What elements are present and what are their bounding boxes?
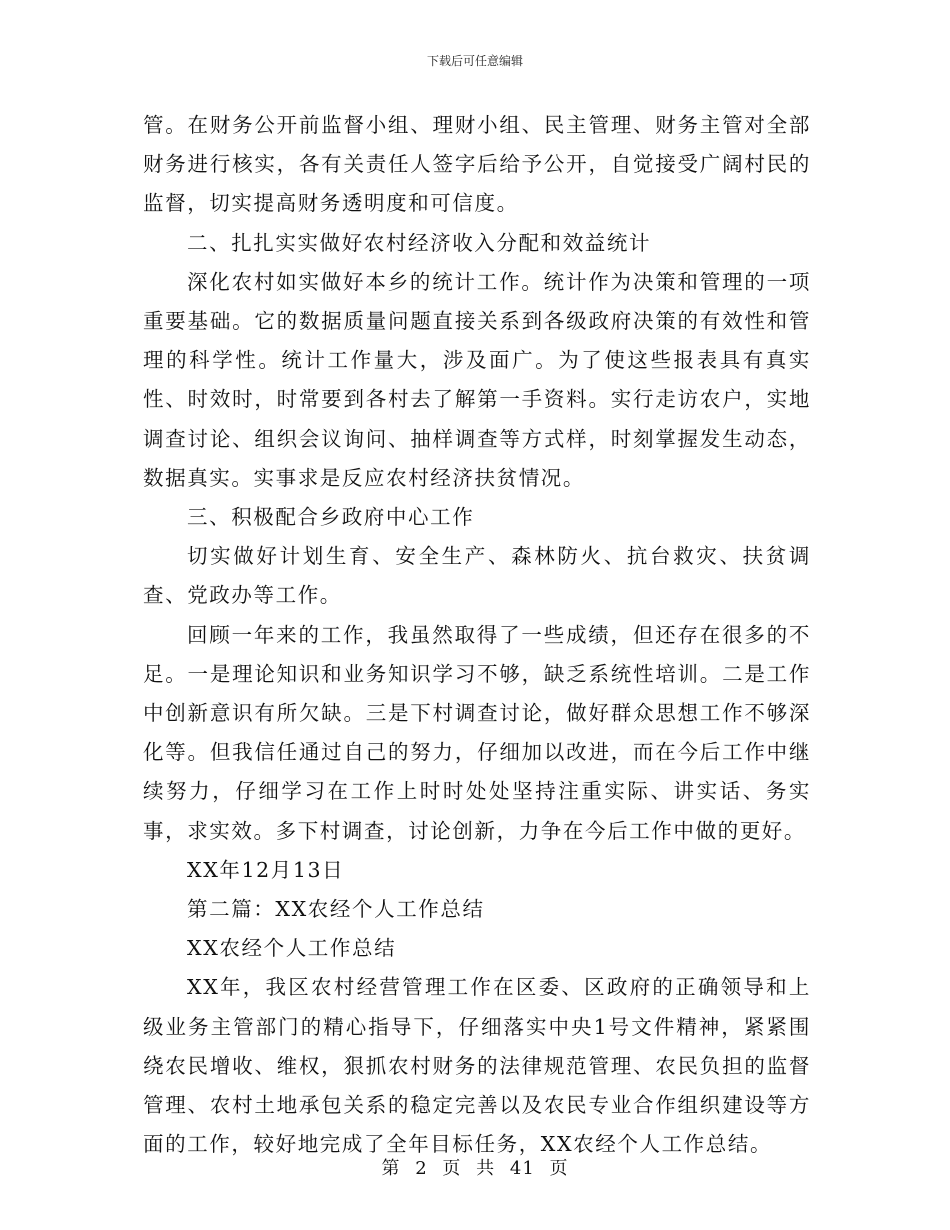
date-line: XX年12月13日 bbox=[187, 857, 345, 882]
paragraph: 切实做好计划生育、安全生产、森林防火、抗台救灾、扶贫调查、党政办等工作。 bbox=[143, 544, 811, 608]
document-body bbox=[143, 106, 811, 1164]
paragraph: 管。在财务公开前监督小组、理财小组、民主管理、财务主管对全部财务进行核实，各有关责任人签字后给予公开，自觉接受广阔村民的监督，切实提高财务透明度和可信度。 bbox=[143, 113, 811, 216]
page-header: 下载后可任意编辑 bbox=[426, 54, 523, 68]
paragraph: 深化农村如实做好本乡的统计工作。统计作为决策和管理的一项重要基础。它的数据质量问题直接关系到各级政府决策的有效性和管理的科学性。统计工作量大，涉及面广。为了使这些报表具有真实性、时效时，时常要到各村去了解第一手资料。实行走访农户，实地调查讨论、组织会议询问、抽样调查等方式样，时刻掌握发生动态，数据真实。实事求是反应农村经济扶贫情况。 bbox=[143, 269, 811, 490]
chapter-title: 第二篇：XX农经个人工作总结 bbox=[187, 897, 485, 922]
footer-label-pages: 页 bbox=[549, 1158, 569, 1179]
footer-label-total: 共 bbox=[476, 1158, 496, 1179]
document-title: XX农经个人工作总结 bbox=[187, 936, 397, 961]
paragraph: 回顾一年来的工作，我虽然取得了一些成绩，但还存在很多的不足。一是理论知识和业务知识学习不够，缺乏系统性培训。二是工作中创新意识有所欠缺。三是下村调查讨论，做好群众思想工作不够深化等。但我信任通过自己的努力，仔细加以改进，而在今后工作中继续努力，仔细学习在工作上时时处处坚持注重实际、讲实话、务实事，求实效。多下村调查，讨论创新，力争在今后工作中做的更好。 bbox=[143, 622, 811, 843]
footer-label-of: 页 bbox=[442, 1158, 462, 1179]
footer-total-pages: 41 bbox=[509, 1158, 535, 1179]
footer-label-page: 第 bbox=[381, 1158, 401, 1179]
section-heading: 三、积极配合乡政府中心工作 bbox=[187, 505, 475, 530]
section-heading: 二、扎扎实实做好农村经济收入分配和效益统计 bbox=[187, 230, 652, 255]
paragraph: XX年，我区农村经营管理工作在区委、区政府的正确领导和上级业务主管部门的精心指导下，仔细落实中央1号文件精神，紧紧围绕农民增收、维权，狠抓农村财务的法律规范管理、农民负担的监督管理、农村土地承包关系的稳定完善以及农民专业合作组织建设等方面的工作，较好地完成了全年目标任务，XX农经个人工作总结。 bbox=[143, 975, 811, 1157]
footer-current-page: 2 bbox=[415, 1158, 428, 1179]
page-footer bbox=[0, 1154, 950, 1180]
